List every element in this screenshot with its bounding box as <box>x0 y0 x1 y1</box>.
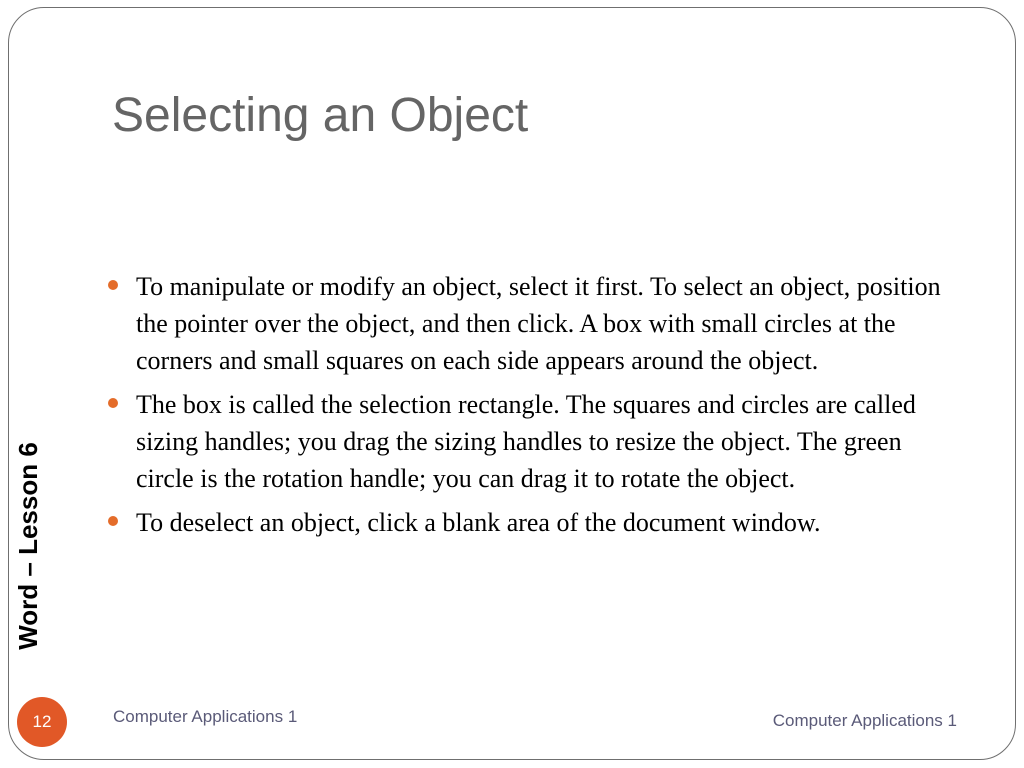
side-label-container <box>12 430 44 662</box>
footer-right-text: Computer Applications 1 <box>772 711 957 730</box>
footer-left-text: Computer Applications 1 <box>113 707 298 726</box>
bullet-text: The box is called the selection rectangle. The squares and circles are called sizing handles; you drag the sizing handles to resize the object. The green circle is the rotation handle; you can drag it to rotate the object. <box>136 390 916 493</box>
bullet-item <box>106 386 946 497</box>
bullet-list <box>106 268 946 548</box>
bullet-item <box>106 268 946 379</box>
bullet-dot-icon <box>108 398 118 408</box>
bullet-text: To manipulate or modify an object, select it first. To select an object, position the pointer over the object, and then click. A box with small circles at the corners and small squares on each side appears around the object. <box>136 272 941 375</box>
bullet-dot-icon <box>108 280 118 290</box>
side-label: Word – Lesson 6 <box>13 442 43 650</box>
slide-title: Selecting an Object <box>112 89 529 142</box>
page-number: 12 <box>32 712 52 731</box>
bullet-item <box>106 504 946 541</box>
bullet-dot-icon <box>108 516 118 526</box>
page-number-badge <box>17 697 67 747</box>
bullet-text: To deselect an object, click a blank area of the document window. <box>136 508 821 537</box>
